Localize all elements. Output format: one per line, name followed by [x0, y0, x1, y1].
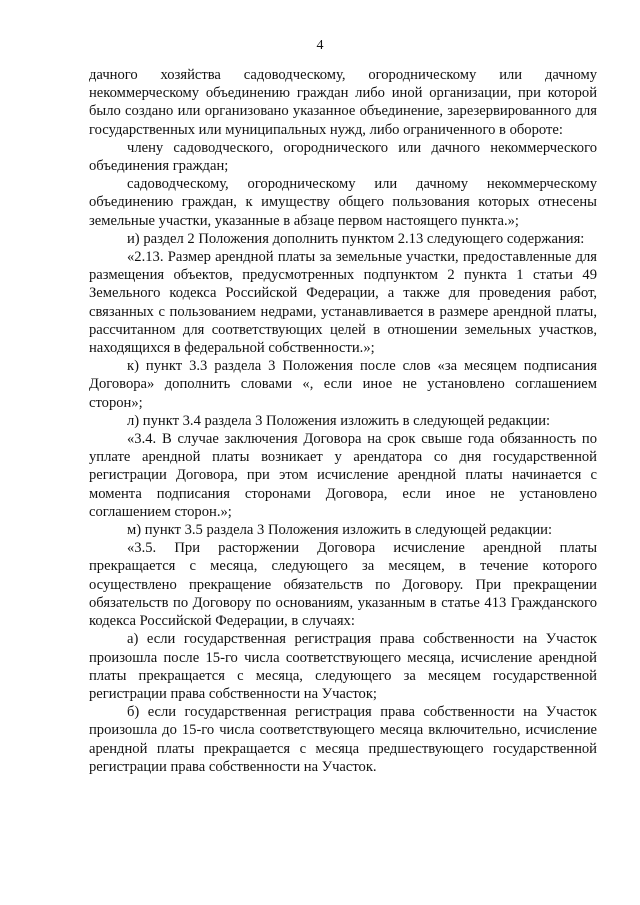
paragraph: дачного хозяйства садоводческому, огородническому или дачному некоммерческому объединению граждан либо иной организации, при которой было создано или организовано указанное объединение, зарезервированного для государственных или муниципальных нужд, либо ограниченного в обороте:	[89, 67, 597, 138]
paragraph: «3.4. В случае заключения Договора на срок свыше года обязанность по уплате арендной платы возникает у арендатора со дня государственной регистрации Договора, при этом исчисление арендной платы начинается с момента подписания сторонами Договора, если иное не установлено соглашением сторон.»;	[89, 431, 597, 520]
paragraph: а) если государственная регистрация права собственности на Участок произошла после 15-го числа соответствующего месяца, исчисление арендной платы прекращается с месяца, следующего за месяцем государственной регистрации права собственности на Участок;	[89, 631, 597, 702]
paragraph: б) если государственная регистрация права собственности на Участок произошла до 15-го числа соответствующего месяца включительно, исчисление арендной платы прекращается с месяца предшествующего государственной регистрации права собственности на Участок.	[89, 704, 597, 775]
page-number: 4	[316, 38, 324, 53]
paragraph: «2.13. Размер арендной платы за земельные участки, предоставленные для размещения объектов, предусмотренных подпунктом 2 пункта 1 статьи 49 Земельного кодекса Российской Федерации, а также для проведения работ, связанных с пользованием недрами, устанавливается в размере арендной платы, рассчитанном для соответствующих целей в отношении земельных участков, находящихся в федеральной собственности.»;	[89, 249, 597, 357]
document-body	[89, 66, 597, 776]
paragraph: л) пункт 3.4 раздела 3 Положения изложить в следующей редакции:	[127, 412, 551, 429]
paragraph: «3.5. При расторжении Договора исчисление арендной платы прекращается с месяца, следующего за месяцем, в течение которого осуществлено прекращение обязательств по Договору. При прекращении обязательств по Договору по основаниям, указанным в статье 413 Гражданского кодекса Российской Федерации, в случаях:	[89, 540, 597, 630]
paragraph: члену садоводческого, огороднического или дачного некоммерческого объединения граждан;	[89, 139, 597, 175]
paragraph: м) пункт 3.5 раздела 3 Положения изложить в следующей редакции:	[127, 522, 553, 539]
paragraph: садоводческому, огородническому или дачному некоммерческому объединению граждан, к имуществу общего пользования которых отнесены земельные участки, указанные в абзаце первом настоящего пункта.»;	[89, 176, 597, 229]
paragraph: к) пункт 3.3 раздела 3 Положения после слов «за месяцем подписания Договора» дополнить словами «, если иное не установлено соглашением сторон»;	[89, 358, 597, 411]
paragraph: и) раздел 2 Положения дополнить пунктом 2.13 следующего содержания:	[127, 230, 585, 247]
